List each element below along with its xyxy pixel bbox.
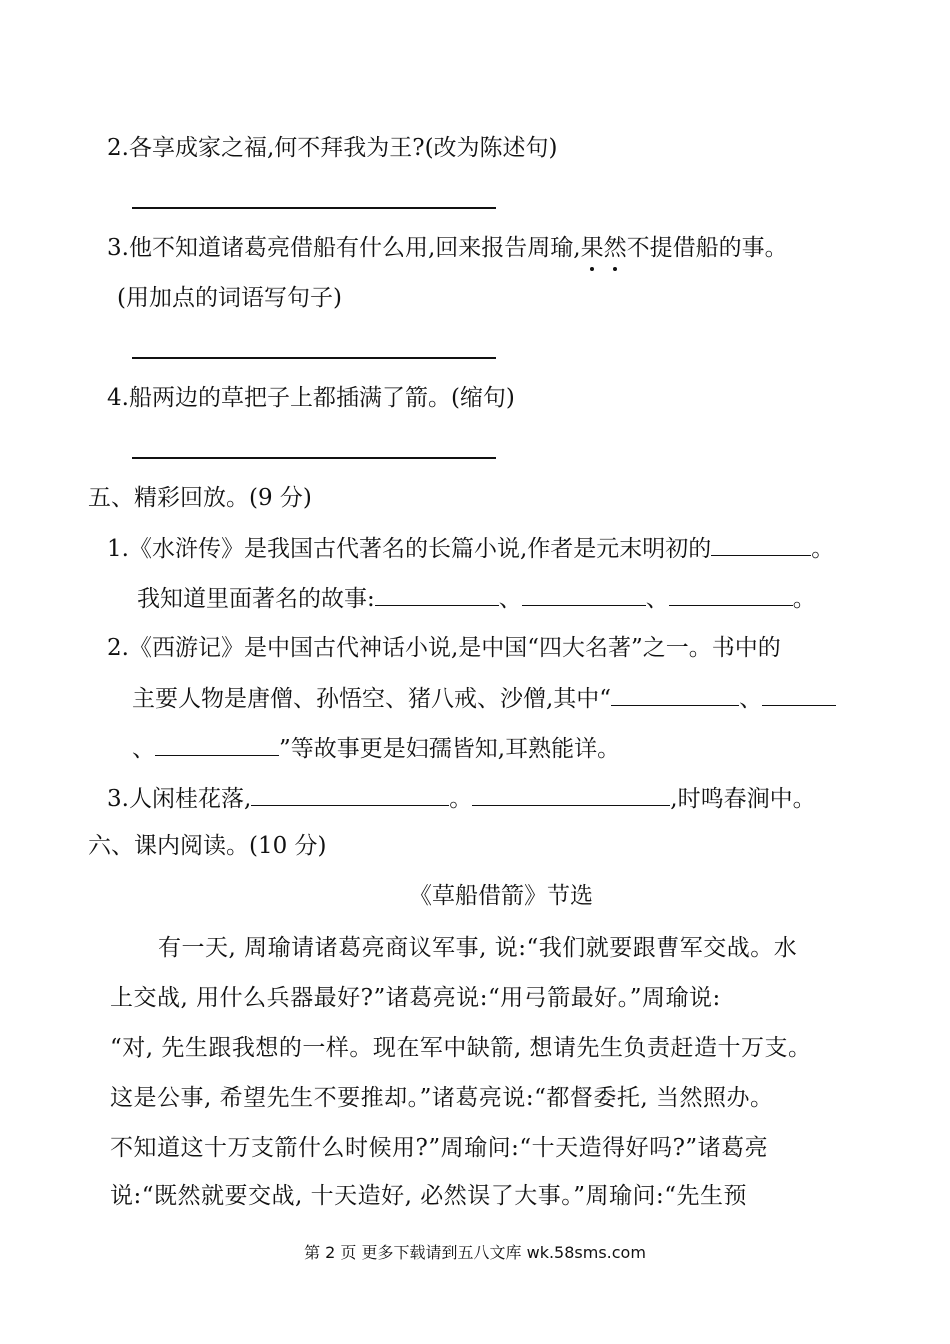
- period: 。: [811, 536, 835, 562]
- passage-line-5: 不知道这十万支箭什么时候用?”周瑜问:“十天造得好吗?”诸葛亮: [110, 1135, 769, 1161]
- question-5-3: [107, 783, 816, 814]
- answer-line-4-4[interactable]: [132, 457, 496, 459]
- question-5-2: 2.《西游记》是中国古代神话小说,是中国“四大名著”之一。书中的: [107, 635, 781, 661]
- blank-episode-2[interactable]: [762, 683, 836, 706]
- separator: 、: [739, 686, 763, 712]
- question-5-3-text: 3.人闲桂花落,: [107, 786, 252, 812]
- question-5-1-stories: [137, 583, 816, 614]
- blank-episode-1[interactable]: [611, 683, 739, 706]
- passage-line-6: 说:“既然就要交战, 十天造好, 必然误了大事。”周瑜问:“先生预: [110, 1183, 748, 1209]
- dotted-char-2: 然: [603, 235, 627, 261]
- question-4-4: 4.船两边的草把子上都插满了箭。(缩句): [107, 385, 515, 411]
- answer-line-4-3[interactable]: [132, 357, 496, 359]
- separator: 、: [645, 586, 669, 612]
- blank-episode-3[interactable]: [155, 733, 279, 756]
- question-5-2-line-2: [132, 683, 836, 714]
- question-5-2-line-3: [132, 733, 620, 764]
- question-5-1: [107, 533, 834, 564]
- question-5-2-text-2: 主要人物是唐僧、孙悟空、猪八戒、沙僧,其中“: [132, 686, 612, 712]
- question-5-3-text-end: ,时鸣春涧中。: [670, 786, 816, 812]
- passage-line-4: 这是公事, 希望先生不要推却。”诸葛亮说:“都督委托, 当然照办。: [110, 1085, 774, 1111]
- question-4-2: 2.各享成家之福,何不拜我为王?(改为陈述句): [107, 135, 558, 161]
- question-5-2-text-3: ”等故事更是妇孺皆知,耳熟能详。: [279, 736, 621, 762]
- dotted-char-1: 果: [580, 235, 604, 261]
- passage-line-3: “对, 先生跟我想的一样。现在军中缺箭, 想请先生负责赶造十万支。: [110, 1035, 812, 1061]
- period: 。: [449, 786, 473, 812]
- blank-author[interactable]: [711, 533, 811, 556]
- passage-line-1: 有一天, 周瑜请诸葛亮商议军事, 说:“我们就要跟曹军交战。水: [158, 935, 798, 961]
- question-4-3-instruction: (用加点的词语写句子): [117, 285, 342, 311]
- question-4-3: [107, 233, 788, 263]
- period: 。: [792, 586, 816, 612]
- page-footer: 第 2 页 更多下载请到五八文库 wk.58sms.com: [304, 1243, 646, 1262]
- section-6-heading: 六、课内阅读。(10 分): [88, 833, 327, 859]
- question-5-1-stories-text: 我知道里面著名的故事:: [137, 586, 375, 612]
- blank-poem-1[interactable]: [251, 783, 449, 806]
- passage-title: 《草船借箭》节选: [409, 883, 593, 909]
- section-5-heading: 五、精彩回放。(9 分): [88, 485, 312, 511]
- separator: 、: [498, 586, 522, 612]
- question-5-1-text: 1.《水浒传》是我国古代著名的长篇小说,作者是元末明初的: [107, 536, 712, 562]
- blank-poem-2[interactable]: [472, 783, 670, 806]
- separator: 、: [132, 736, 155, 762]
- blank-story-2[interactable]: [522, 583, 646, 606]
- blank-story-1[interactable]: [375, 583, 499, 606]
- blank-story-3[interactable]: [669, 583, 793, 606]
- question-4-3-text-end: 不提借船的事。: [626, 235, 788, 261]
- answer-line-4-2[interactable]: [132, 207, 496, 209]
- passage-line-2: 上交战, 用什么兵器最好?”诸葛亮说:“用弓箭最好。”周瑜说:: [110, 985, 721, 1011]
- question-4-3-text: 3.他不知道诸葛亮借船有什么用,回来报告周瑜,: [107, 235, 581, 261]
